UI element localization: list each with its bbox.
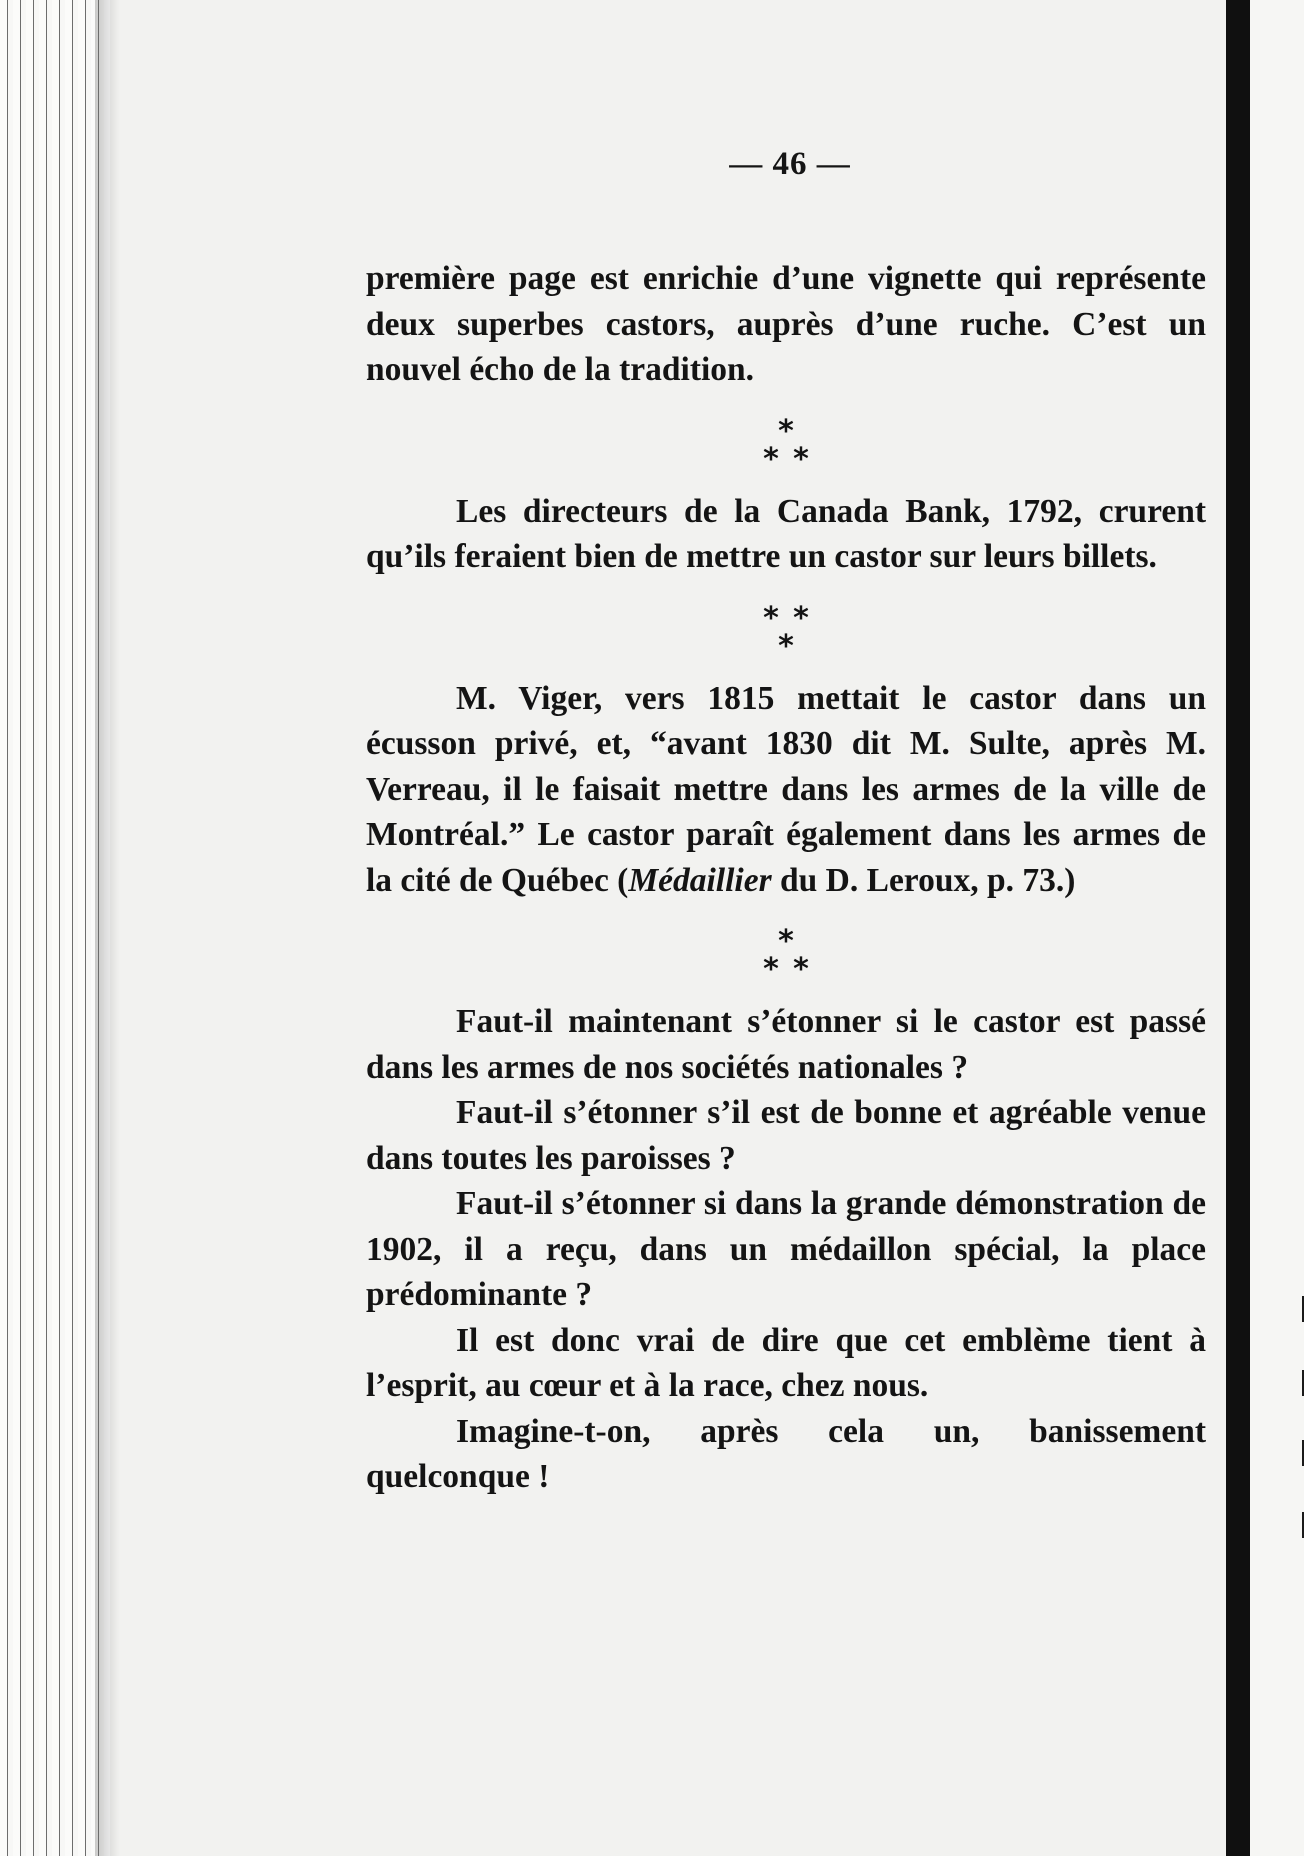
paragraph-text: Les directeurs de la Canada Bank, 1792, crurent qu’ils feraient bien de mettre un castor sur leurs billets. (366, 492, 1206, 575)
paragraph-text: du D. Leroux, p. 73.) (771, 861, 1076, 899)
paragraph (366, 999, 1206, 1090)
paragraph (366, 1318, 1206, 1409)
asterism-icon (751, 903, 821, 999)
next-page-edge (1250, 0, 1304, 1856)
asterisk-glyph: * (763, 441, 779, 477)
paragraph-text: Faut-il s’étonner s’il est de bonne et agréable venue dans toutes les paroisses ? (366, 1094, 1206, 1177)
page-number-header (0, 146, 1304, 183)
asterisk-glyph: * (763, 952, 779, 987)
asterism-ornament (366, 393, 1206, 489)
paragraph (366, 489, 1206, 580)
asterism-icon (751, 393, 821, 489)
paragraph-text: première page est enrichie d’une vignette qui représente deux superbes castors, auprès d’une ruche. C’est un nouvel écho de la tradition. (366, 260, 1206, 388)
asterism-ornament (366, 903, 1206, 999)
binding-gutter (1226, 0, 1250, 1856)
page-stack-edge (0, 0, 110, 1856)
italic-title: Médaillier (628, 861, 772, 899)
asterism-ornament (366, 580, 1206, 676)
paragraph-text: Imagine-t-on, après cela un, banissement quelconque ! (366, 1412, 1206, 1495)
paragraph (366, 1181, 1206, 1318)
asterisk-glyph: * (793, 600, 809, 636)
paragraph (366, 256, 1206, 393)
paragraph-text: Faut-il s’étonner si dans la grande démonstration de 1902, il a reçu, dans un médaillon spécial, la place prédominante ? (366, 1185, 1206, 1313)
page-shadow (95, 0, 120, 1856)
paragraph (366, 1409, 1206, 1500)
paragraph (366, 1090, 1206, 1181)
asterisk-glyph: * (793, 441, 809, 477)
asterism-icon (751, 580, 821, 676)
paragraph-text: Faut-il maintenant s’étonner si le castor est passé dans les armes de nos sociétés nationales ? (366, 1003, 1206, 1086)
paragraph-text: Il est donc vrai de dire que cet emblème tient à l’esprit, au cœur et à la race, chez nous. (366, 1321, 1206, 1404)
paragraph (366, 676, 1206, 904)
asterisk-glyph: * (763, 600, 779, 636)
asterisk-glyph: * (778, 628, 794, 664)
asterisk-glyph: * (778, 924, 794, 959)
page-number: — 46 — (729, 146, 851, 182)
asterisk-glyph: * (793, 952, 809, 987)
paragraph-text: M. Viger, vers 1815 mettait le castor dans un écusson privé, et, “avant 1830 dit M. Sulte, après M. Verreau, il le faisait mettre dans les armes de la ville de Montréal.” Le castor paraît également dans les armes de la cité de Québec ( (366, 679, 1206, 899)
asterisk-glyph: * (778, 413, 794, 449)
body-text (366, 256, 1206, 1500)
